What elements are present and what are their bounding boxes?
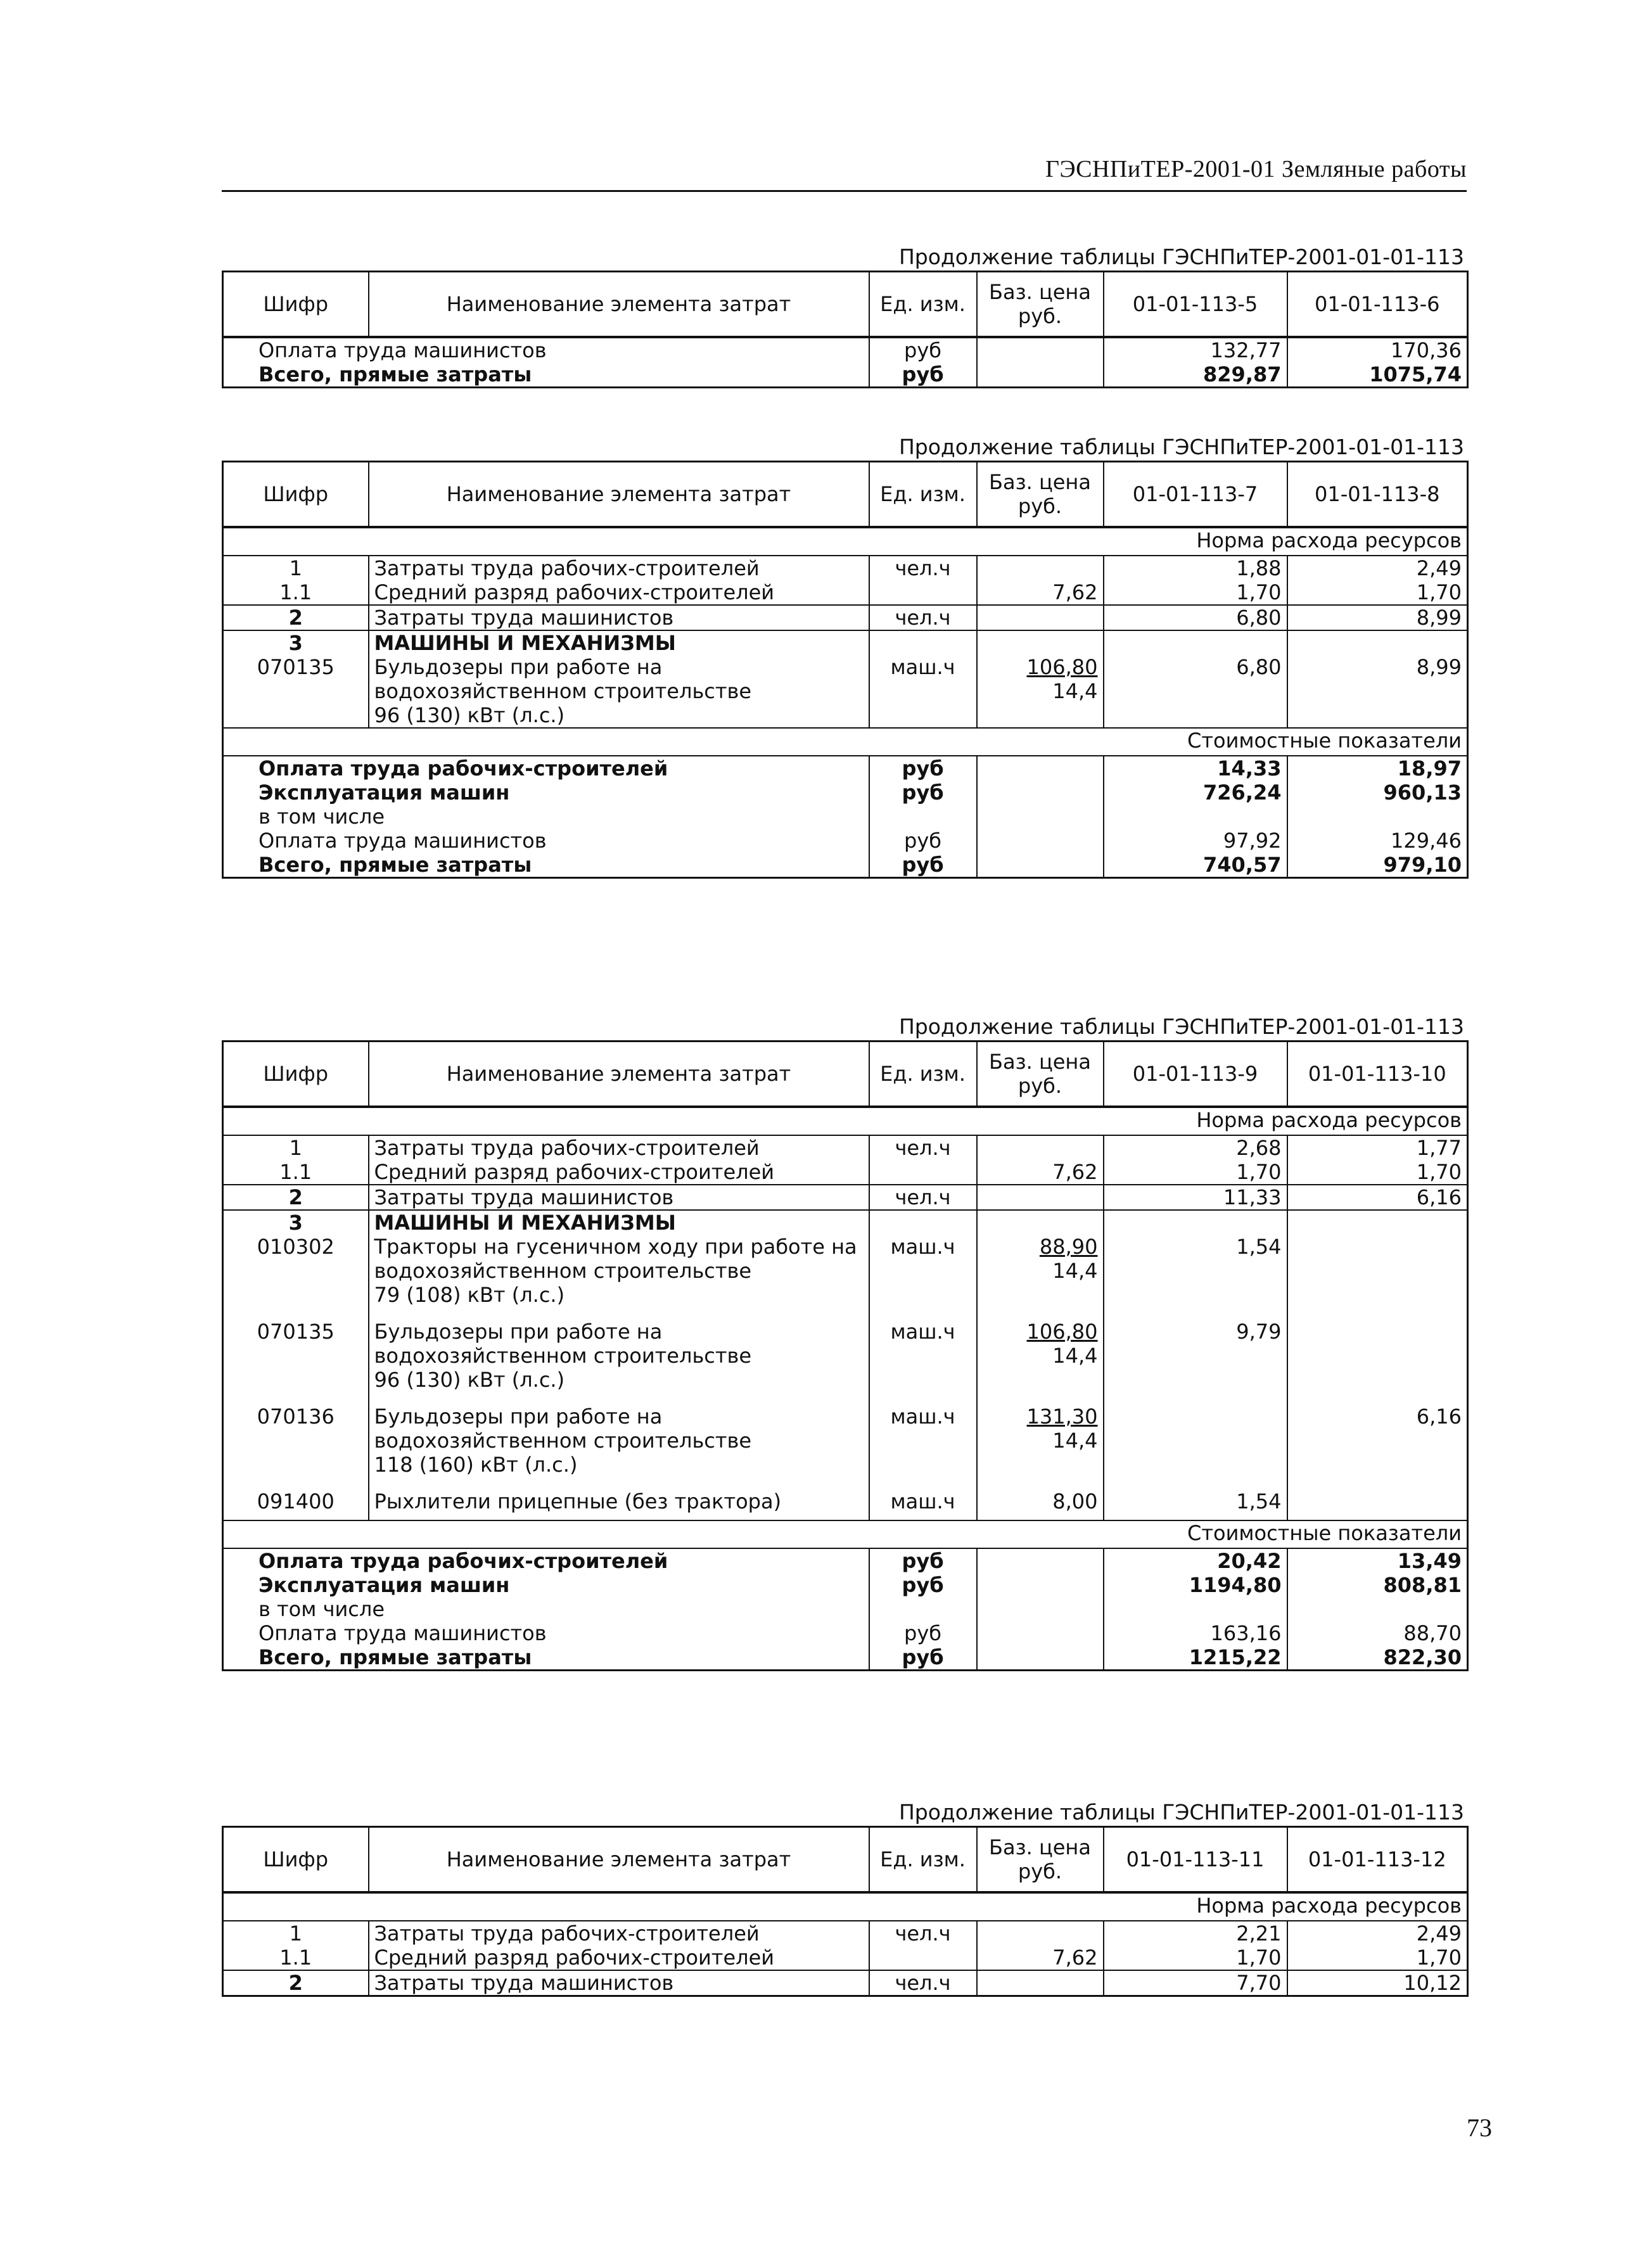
section-norm-row: Норма расхода ресурсов [223,1107,1468,1135]
table-row: в том числе [223,1597,1468,1621]
table-block-1 [222,244,1467,388]
estimate-table-3 [222,1040,1469,1671]
section-norm-row: Норма расхода ресурсов [223,1892,1468,1921]
header-unit: Ед. изм. [869,1042,977,1107]
table-row-machine: 070135 Бульдозеры при работе на водохозяйственном строительстве 96 (130) кВт (л.с.) маш.ч 106,80 14,4 9,79 [223,1307,1468,1392]
estimate-table-2 [222,461,1469,879]
table-row-machine: 070136 Бульдозеры при работе на водохозяйственном строительстве 118 (160) кВт (л.с.) маш.ч 131,30 14,4 6,16 [223,1392,1468,1477]
table-row: 2 Затраты труда машинистов чел.ч 7,70 10,12 [223,1970,1468,1996]
table-row: 1.1 Средний разряд рабочих-строителей 7,62 1,70 1,70 [223,1160,1468,1185]
header-col5: 01-01-113-7 [1104,462,1287,528]
table-row-total: Всего, прямые затраты руб 829,87 1075,74 [223,362,1468,388]
section-cost-row: Стоимостные показатели [223,728,1468,756]
table-row-group: 3 МАШИНЫ И МЕХАНИЗМЫ [223,1210,1468,1235]
header-code: Шифр [223,272,369,338]
table-row-total: Всего, прямые затраты руб 740,57 979,10 [223,853,1468,878]
header-col6: 01-01-113-8 [1287,462,1468,528]
header-price: Баз. цена руб. [977,1042,1104,1107]
table-row: 1.1 Средний разряд рабочих-строителей 7,62 1,70 1,70 [223,1946,1468,1970]
table-header-row [223,1042,1468,1107]
header-price: Баз. цена руб. [977,462,1104,528]
table-row: в том числе [223,805,1468,829]
table-row-machine: 010302 Тракторы на гусеничном ходу при работе на водохозяйственном строительстве 79 (108) кВт (л.с.) маш.ч 88,90 14,4 1,54 [223,1235,1468,1307]
table-header-row [223,272,1468,338]
table-block-2 [222,434,1467,879]
page-number: 73 [1467,2113,1492,2142]
table-row: 2 Затраты труда машинистов чел.ч 6,80 8,99 [223,605,1468,630]
header-rule [222,190,1467,192]
table-row: 1 Затраты труда рабочих-строителей чел.ч 1,88 2,49 [223,556,1468,580]
section-norm-row: Норма расхода ресурсов [223,527,1468,556]
table-row-machine: 091400 Рыхлители прицепные (без трактора) маш.ч 8,00 1,54 [223,1477,1468,1520]
table-row: Оплата труда машинистов руб 132,77 170,36 [223,337,1468,362]
header-name: Наименование элемента затрат [369,1827,869,1893]
table-row-group: 3 МАШИНЫ И МЕХАНИЗМЫ [223,630,1468,655]
continuation-label: Продолжение таблицы ГЭСНПиТЕР-2001-01-01-113 [898,435,1464,459]
header-price: Баз. цена руб. [977,1827,1104,1893]
table-row: 1 Затраты труда рабочих-строителей чел.ч 2,21 2,49 [223,1921,1468,1946]
table-row: Эксплуатация машин руб 726,24 960,13 [223,780,1468,805]
header-col6: 01-01-113-10 [1287,1042,1468,1107]
header-col6: 01-01-113-6 [1287,272,1468,338]
header-name: Наименование элемента затрат [369,462,869,528]
table-row-machine: 070135 Бульдозеры при работе на водохозяйственном строительстве 96 (130) кВт (л.с.) маш.ч 106,80 14,4 6,80 8,99 [223,655,1468,728]
continuation-label: Продолжение таблицы ГЭСНПиТЕР-2001-01-01-113 [898,1014,1464,1039]
continuation-label: Продолжение таблицы ГЭСНПиТЕР-2001-01-01-113 [898,1800,1464,1825]
table-row-total: Всего, прямые затраты руб 1215,22 822,30 [223,1645,1468,1671]
table-row: Оплата труда машинистов руб 163,16 88,70 [223,1621,1468,1645]
header-code: Шифр [223,1827,369,1893]
table-row: Оплата труда машинистов руб 97,92 129,46 [223,829,1468,853]
header-unit: Ед. изм. [869,462,977,528]
estimate-table-4 [222,1826,1469,1997]
header-code: Шифр [223,1042,369,1107]
table-row: 2 Затраты труда машинистов чел.ч 11,33 6,16 [223,1185,1468,1210]
header-col5: 01-01-113-11 [1104,1827,1287,1893]
header-col6: 01-01-113-12 [1287,1827,1468,1893]
table-row: 1.1 Средний разряд рабочих-строителей 7,62 1,70 1,70 [223,580,1468,605]
header-unit: Ед. изм. [869,272,977,338]
header-code: Шифр [223,462,369,528]
table-row: Эксплуатация машин руб 1194,80 808,81 [223,1573,1468,1597]
header-col5: 01-01-113-5 [1104,272,1287,338]
running-head: ГЭСНПиТЕР-2001-01 Земляные работы [1045,156,1467,182]
continuation-label: Продолжение таблицы ГЭСНПиТЕР-2001-01-01-113 [898,245,1464,269]
header-price: Баз. цена руб. [977,272,1104,338]
table-row: Оплата труда рабочих-строителей руб 14,33 18,97 [223,756,1468,780]
header-name: Наименование элемента затрат [369,1042,869,1107]
header-name: Наименование элемента затрат [369,272,869,338]
table-header-row [223,1827,1468,1893]
table-block-3 [222,1014,1467,1671]
section-cost-row: Стоимостные показатели [223,1520,1468,1548]
header-unit: Ед. изм. [869,1827,977,1893]
table-row: 1 Затраты труда рабочих-строителей чел.ч 2,68 1,77 [223,1135,1468,1160]
table-block-4 [222,1799,1467,1997]
table-row: Оплата труда рабочих-строителей руб 20,42 13,49 [223,1548,1468,1573]
table-header-row [223,462,1468,528]
estimate-table-1 [222,271,1469,388]
header-col5: 01-01-113-9 [1104,1042,1287,1107]
